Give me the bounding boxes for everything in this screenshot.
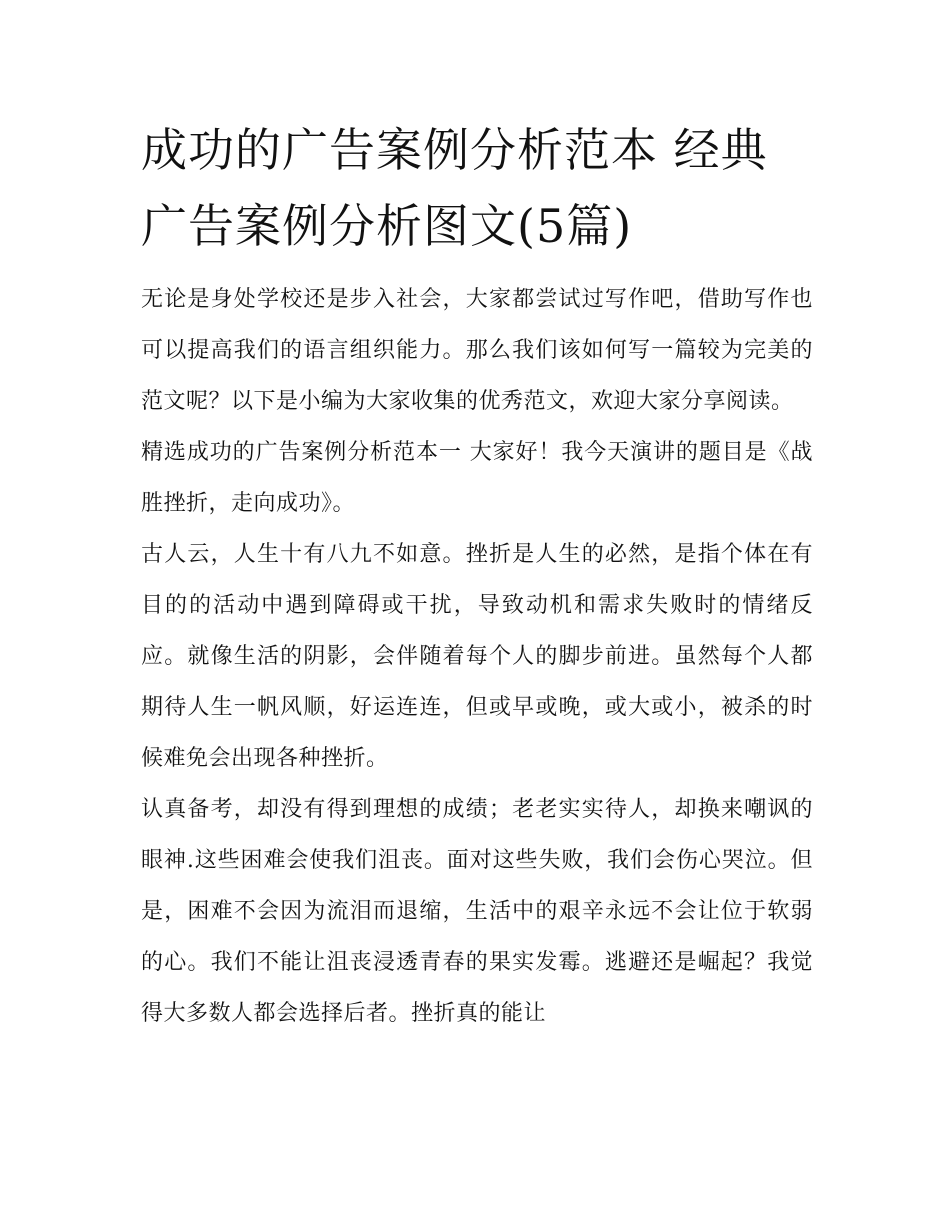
document-body xyxy=(141,274,813,1039)
document-page xyxy=(141,112,813,1039)
paragraph-setbacks: 古人云，人生十有八九不如意。挫折是人生的必然，是指个体在有目的的活动中遇到障碍或干扰，导致动机和需求失败时的情绪反应。就像生活的阴影，会伴随着每个人的脚步前进。虽然每个人都期待人生一帆风顺，好运连连，但或早或晚，或大或小，被杀的时候难免会出现各种挫折。 xyxy=(141,542,813,771)
paragraph-difficulties: 认真备考，却没有得到理想的成绩；老老实实待人，却换来嘲讽的眼神.这些困难会使我们沮丧。面对这些失败，我们会伤心哭泣。但是，困难不会因为流泪而退缩，生活中的艰辛永远不会让位于软弱的心。我们不能让沮丧浸透青春的果实发霉。逃避还是崛起？我觉得大多数人都会选择后者。挫折真的能让 xyxy=(141,797,813,1026)
paragraph-intro: 无论是身处学校还是步入社会，大家都尝试过写作吧，借助写作也可以提高我们的语言组织能力。那么我们该如何写一篇较为完美的范文呢？以下是小编为大家收集的优秀范文，欢迎大家分享阅读。 xyxy=(141,287,813,414)
document-title: 成功的广告案例分析范本 经典广告案例分析图文(5篇) xyxy=(141,123,768,253)
paragraph-speech-opening: 精选成功的广告案例分析范本一 大家好！我今天演讲的题目是《战胜挫折，走向成功》。 xyxy=(141,440,813,516)
